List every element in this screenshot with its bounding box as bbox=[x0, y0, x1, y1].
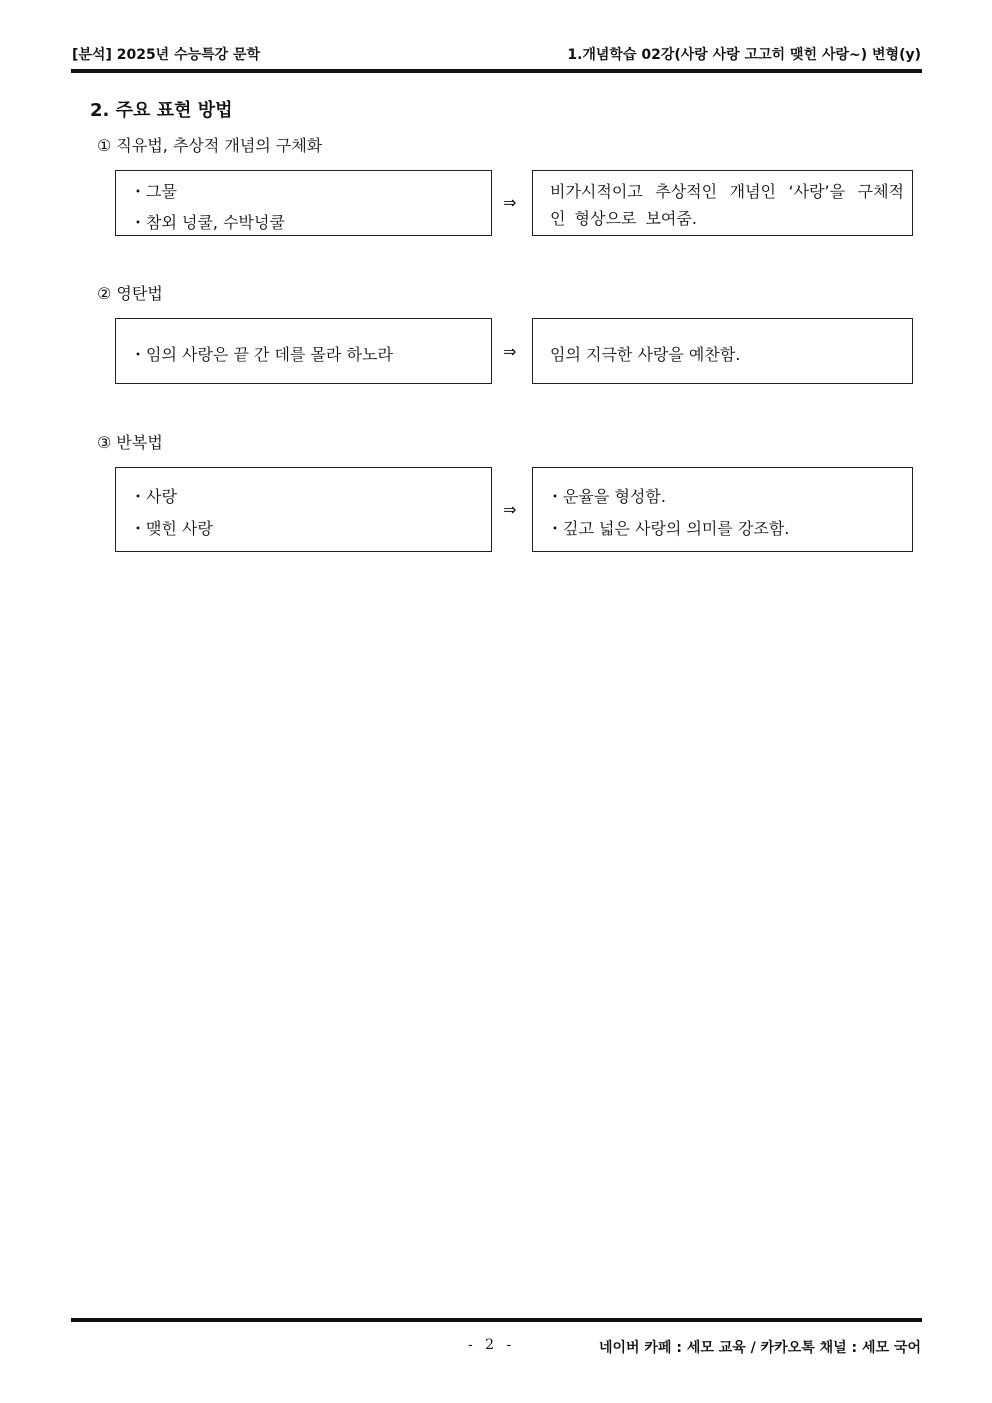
examples-box-repetition bbox=[115, 467, 492, 552]
page-header bbox=[72, 44, 921, 64]
example-item: ・사랑 bbox=[130, 487, 177, 506]
effects-box-repetition bbox=[532, 467, 913, 552]
example-item: ・참외 넝쿨, 수박넝쿨 bbox=[130, 213, 285, 232]
example-item: ・임의 사랑은 끝 간 데를 몰라 하노라 bbox=[130, 345, 393, 364]
example-item: ・맺힌 사랑 bbox=[130, 519, 213, 538]
arrow-icon: ⇒ bbox=[503, 500, 517, 519]
effect-item: ・운율을 형성함. bbox=[547, 487, 666, 506]
effect-text: 비가시적이고 추상적인 개념인 ‘사랑’을 구체적인 형상으로 보여줌. bbox=[550, 182, 904, 228]
examples-box-exclamation bbox=[115, 318, 492, 384]
arrow-icon: ⇒ bbox=[503, 342, 517, 361]
examples-box-simile bbox=[115, 170, 492, 236]
header-lesson-title: 1.개념학습 02강(사랑 사랑 고고히 맺힌 사랑~) 변형(y) bbox=[567, 47, 921, 63]
effect-item: ・깊고 넓은 사랑의 의미를 강조함. bbox=[547, 519, 790, 538]
header-document-title: [분석] 2025년 수능특강 문학 bbox=[72, 47, 261, 63]
footer-rule bbox=[71, 1318, 922, 1322]
method-heading-exclamation: ② 영탄법 bbox=[97, 284, 163, 303]
page-number: - 2 - bbox=[468, 1337, 516, 1353]
page-footer bbox=[468, 1337, 921, 1357]
method-heading-repetition: ③ 반복법 bbox=[97, 433, 163, 452]
method-heading-simile: ① 직유법, 추상적 개념의 구체화 bbox=[97, 136, 323, 155]
arrow-icon: ⇒ bbox=[503, 193, 517, 212]
effect-text: 임의 지극한 사랑을 예찬함. bbox=[550, 345, 741, 364]
effects-box-exclamation bbox=[532, 318, 913, 384]
footer-credit: 네이버 카페 : 세모 교육 / 카카오톡 채널 : 세모 국어 bbox=[598, 1340, 921, 1356]
header-rule bbox=[71, 69, 922, 73]
section-title: 2. 주요 표현 방법 bbox=[90, 100, 233, 121]
effects-box-simile bbox=[532, 170, 913, 236]
example-item: ・그물 bbox=[130, 182, 177, 201]
